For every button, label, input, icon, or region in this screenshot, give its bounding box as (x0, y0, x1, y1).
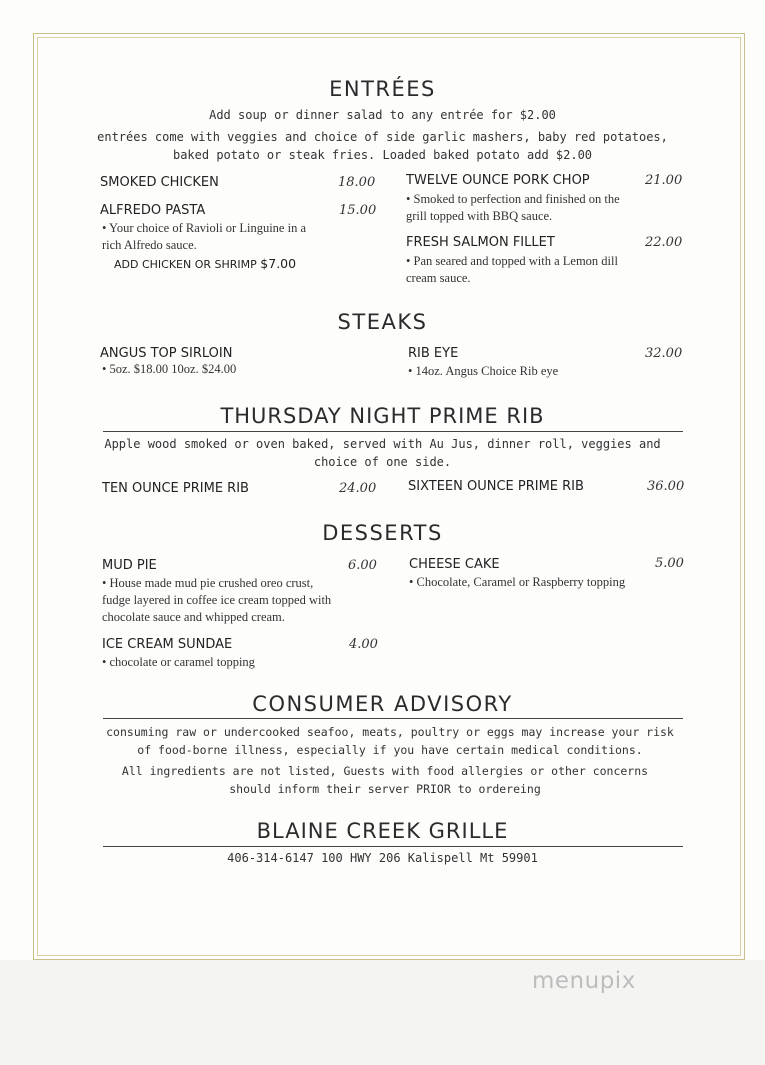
cheese-cake-price: 5.00 (655, 556, 684, 571)
mud-pie-name: MUD PIE (102, 558, 157, 573)
rib-eye-price: 32.00 (645, 346, 683, 361)
advisory-rule (103, 718, 683, 719)
cheese-cake-description: • Chocolate, Caramel or Raspberry topping (409, 575, 626, 589)
salmon-fillet-price: 22.00 (645, 235, 683, 250)
alfredo-pasta-price: 15.00 (339, 203, 377, 218)
rib-eye-name: RIB EYE (408, 346, 459, 361)
ten-ounce-prime-rib-price: 24.00 (339, 481, 377, 496)
sixteen-ounce-prime-rib-price: 36.00 (647, 479, 685, 494)
entrees-note-sides: entrées come with veggies and choice of side garlic mashers, baby red potatoes, baked potato or steak fries. Loaded baked potato add $2.00 (97, 130, 668, 162)
menupix-watermark: menupix (532, 968, 636, 994)
advisory-text-food-safety: consuming raw or undercooked seafoo, meats, poultry or eggs may increase your risk of food-borne illness, especially if you have certain medical conditions. (106, 725, 674, 757)
desserts-heading: DESSERTS (322, 521, 443, 545)
pork-chop-description: • Smoked to perfection and finished on the grill topped with BBQ sauce. (406, 192, 620, 223)
addon-label: ADD CHICKEN OR SHRIMP (114, 258, 257, 271)
pork-chop-price: 21.00 (645, 173, 683, 188)
steaks-heading: STEAKS (337, 310, 428, 334)
salmon-fillet-name: FRESH SALMON FILLET (406, 235, 555, 250)
top-sirloin-description: • 5oz. $18.00 10oz. $24.00 (102, 362, 237, 376)
advisory-heading: CONSUMER ADVISORY (252, 692, 513, 716)
top-sirloin-name: ANGUS TOP SIRLOIN (100, 346, 233, 361)
advisory-text-allergies: All ingredients are not listed, Guests with food allergies or other concerns should inform their server PRIOR to ordereing (121, 764, 649, 796)
entrees-note-soup: Add soup or dinner salad to any entrée for $2.00 (209, 108, 556, 122)
entrees-heading: ENTRÉES (329, 77, 436, 101)
salmon-fillet-description: • Pan seared and topped with a Lemon dill cream sauce. (406, 254, 618, 285)
pork-chop-name: TWELVE OUNCE PORK CHOP (406, 173, 590, 188)
cheese-cake-name: CHEESE CAKE (409, 557, 500, 572)
alfredo-pasta-name: ALFREDO PASTA (100, 203, 206, 218)
restaurant-address: 406-314-6147 100 HWY 206 Kalispell Mt 59901 (227, 851, 538, 865)
smoked-chicken-name: SMOKED CHICKEN (100, 175, 219, 190)
addon-price: $7.00 (260, 256, 297, 271)
footer-rule (103, 846, 683, 847)
page-margin (0, 960, 765, 1065)
ice-cream-sundae-price: 4.00 (349, 637, 378, 652)
prime-rib-rule (103, 431, 683, 432)
prime-rib-heading: THURSDAY NIGHT PRIME RIB (220, 404, 545, 428)
ice-cream-sundae-name: ICE CREAM SUNDAE (102, 637, 233, 652)
alfredo-pasta-description: • Your choice of Ravioli or Linguine in a rich Alfredo sauce. (102, 221, 306, 252)
mud-pie-price: 6.00 (348, 558, 377, 573)
sixteen-ounce-prime-rib-name: SIXTEEN OUNCE PRIME RIB (408, 479, 584, 494)
rib-eye-description: • 14oz. Angus Choice Rib eye (408, 364, 559, 378)
prime-rib-note: Apple wood smoked or oven baked, served with Au Jus, dinner roll, veggies and choice of one side. (104, 437, 661, 469)
mud-pie-description: • House made mud pie crushed oreo crust, fudge layered in coffee ice cream topped with chocolate sauce and whipped cream. (102, 576, 332, 624)
add-chicken-shrimp (114, 256, 296, 271)
restaurant-name: BLAINE CREEK GRILLE (256, 819, 509, 843)
ice-cream-sundae-description: • chocolate or caramel topping (102, 655, 255, 669)
smoked-chicken-price: 18.00 (338, 175, 376, 190)
ten-ounce-prime-rib-name: TEN OUNCE PRIME RIB (102, 481, 249, 496)
